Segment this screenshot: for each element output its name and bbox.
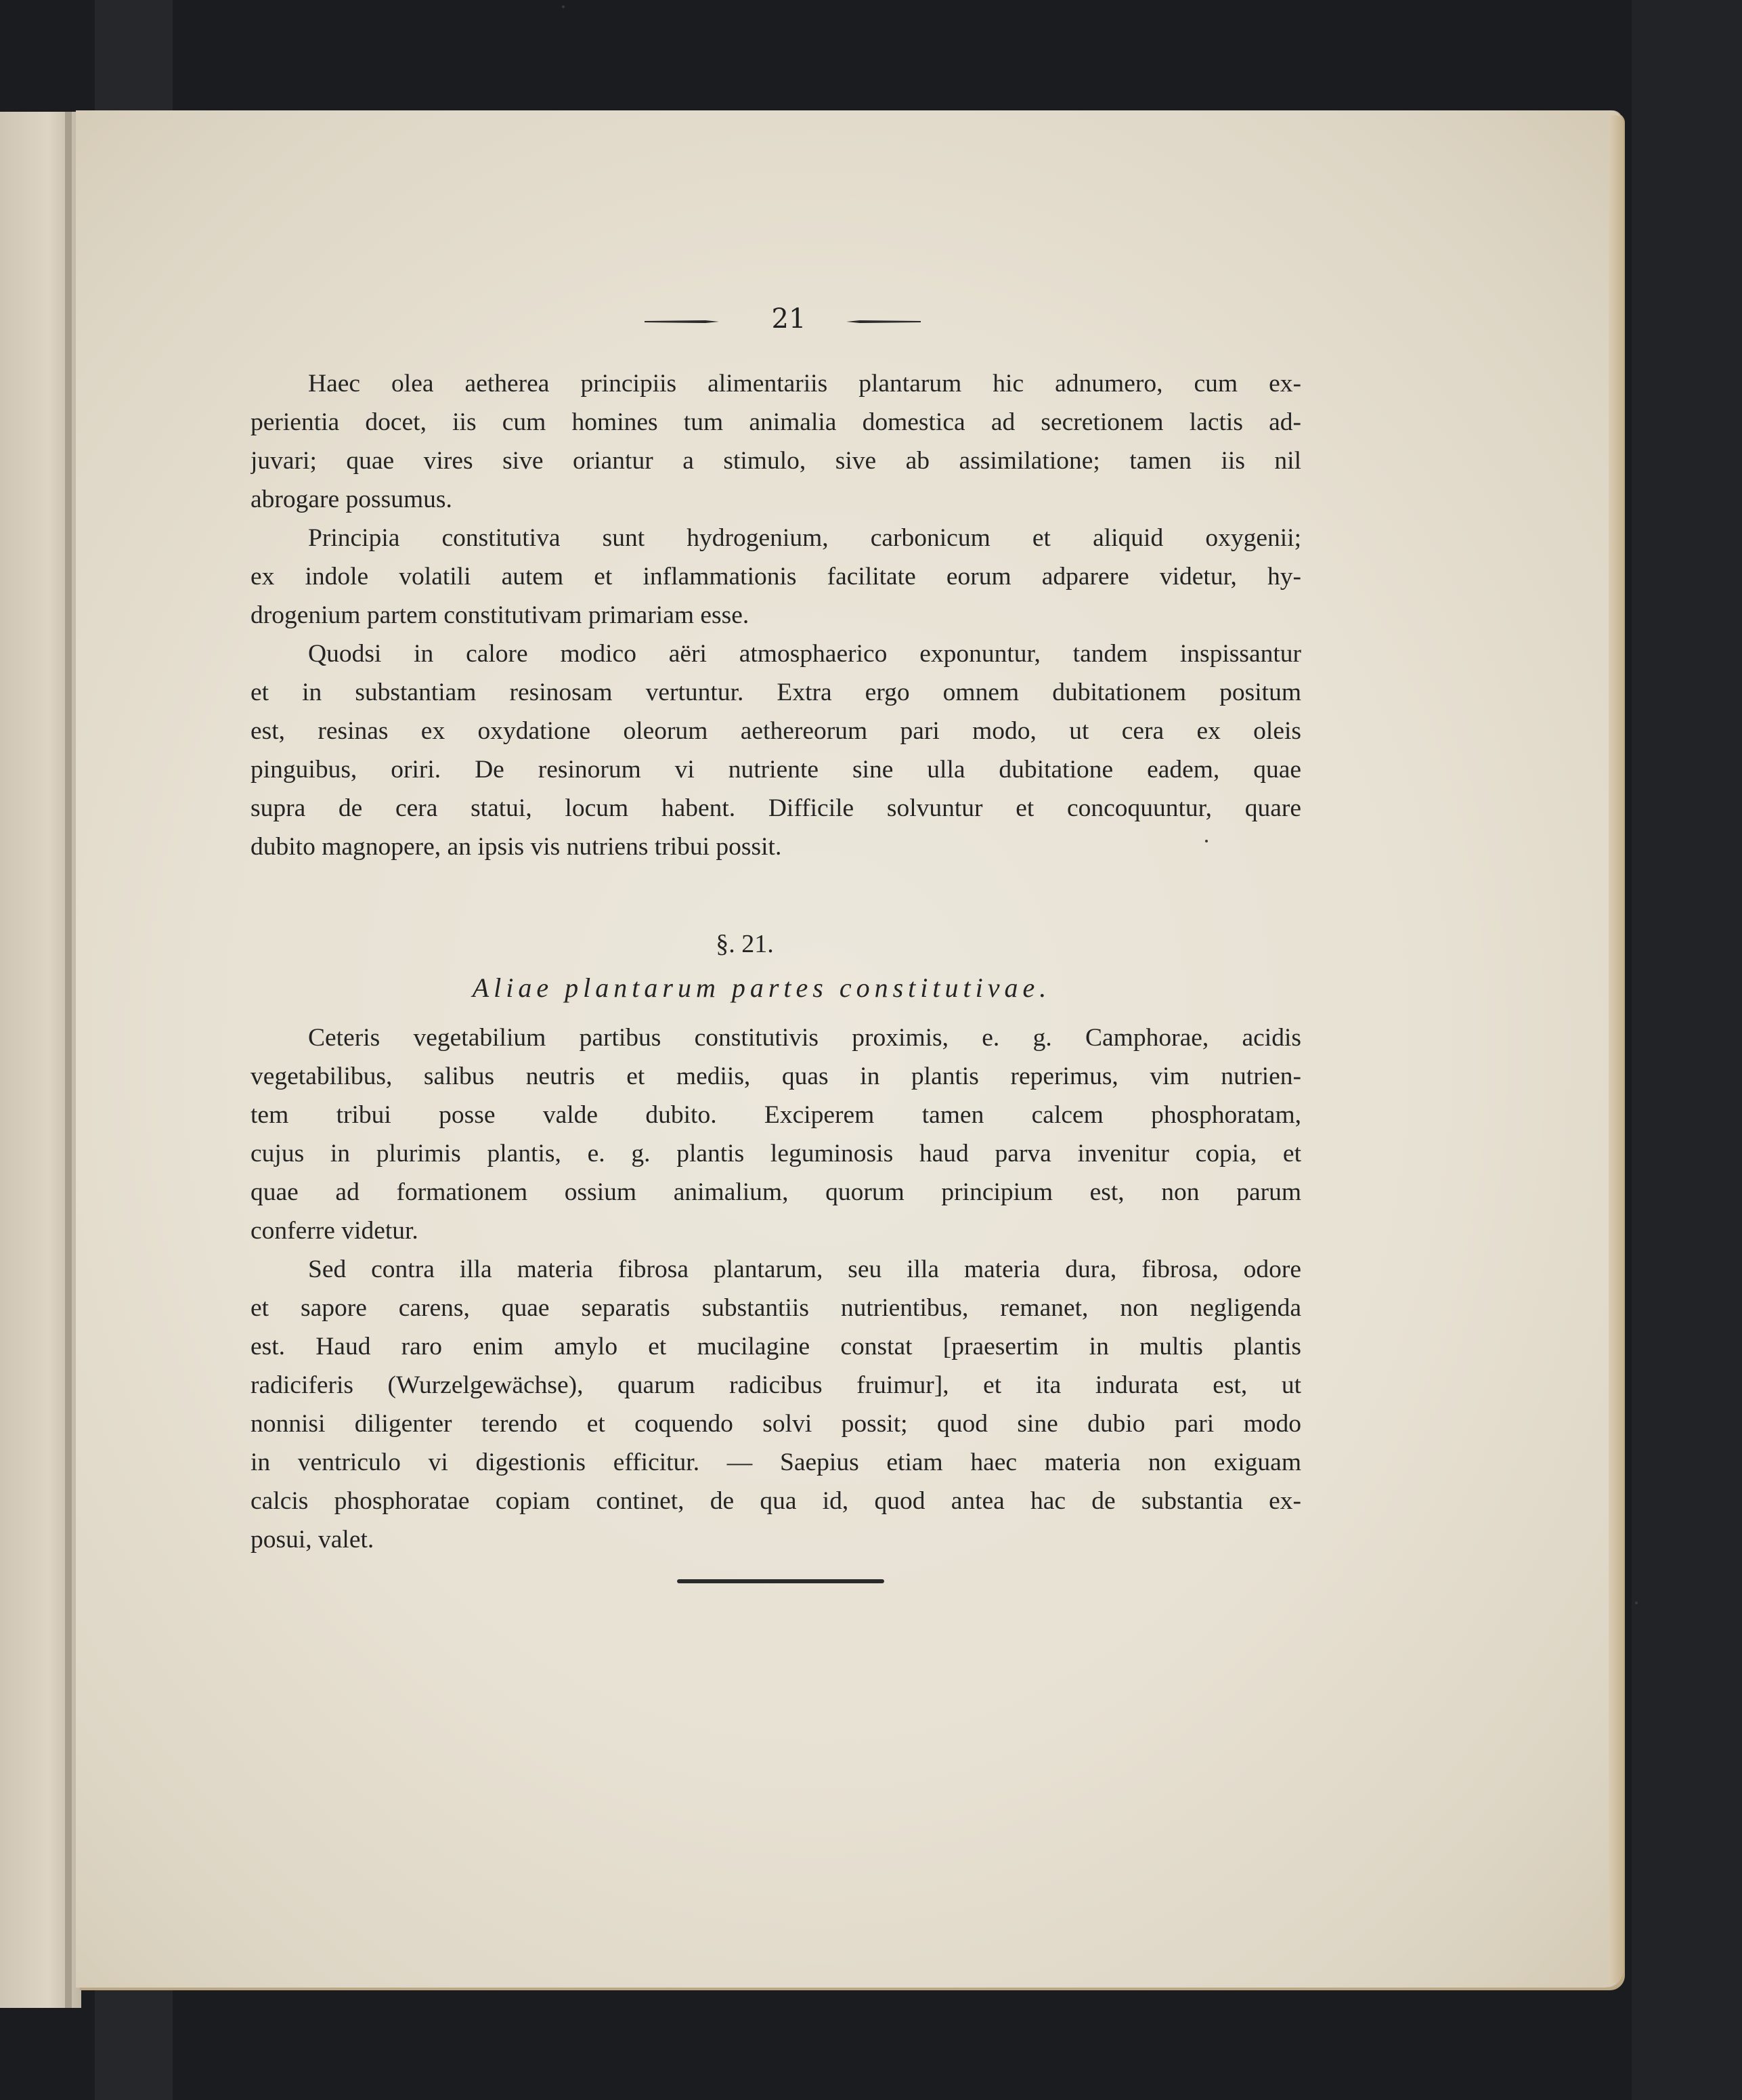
text-line: posui, valet. (251, 1526, 374, 1553)
text-line: cujus in plurimis plantis, e. g. plantis leguminosis haud parva invenitur copia, et (251, 1140, 1301, 1167)
paragraph (251, 1250, 1301, 1559)
paragraph (251, 1019, 1301, 1250)
text-block-bottom (251, 1019, 1301, 1559)
ink-speck (562, 5, 565, 8)
text-line: perientia docet, iis cum homines tum animalia domestica ad secretionem lactis ad- (251, 408, 1301, 436)
text-line: radiciferis (Wurzelgewächse), quarum radicibus fruimur], et ita indurata est, ut (251, 1371, 1301, 1399)
text-line: nonnisi diligenter terendo et coquendo solvi possit; quod sine dubio pari modo (251, 1410, 1301, 1438)
text-line: Ceteris vegetabilium partibus constitutivis proximis, e. g. Camphorae, acidis (308, 1024, 1301, 1052)
text-line: in ventriculo vi digestionis efficitur. — Saepius etiam haec materia non exiguam (251, 1449, 1301, 1476)
text-block-top (251, 364, 1301, 866)
ornament-right (846, 320, 921, 324)
text-line: abrogare possumus. (251, 486, 452, 513)
ink-speck (1205, 840, 1208, 842)
background-strip (1632, 0, 1742, 2100)
ink-speck (1635, 1602, 1638, 1604)
text-line: vegetabilibus, salibus neutris et mediis, quas in plantis reperimus, vim nutrien- (251, 1063, 1301, 1090)
text-line: pinguibus, oriri. De resinorum vi nutriente sine ulla dubitatione eadem, quae (251, 756, 1301, 784)
text-line: ex indole volatili autem et inflammationis facilitate eorum adparere videtur, hy- (251, 563, 1301, 591)
text-line: et sapore carens, quae separatis substantiis nutrientibus, remanet, non negligenda (251, 1294, 1301, 1322)
text-line: est. Haud raro enim amylo et mucilagine constat [praesertim in multis plantis (251, 1333, 1301, 1360)
paragraph (251, 635, 1301, 866)
text-line: conferre videtur. (251, 1217, 418, 1245)
text-line: quae ad formationem ossium animalium, quorum principium est, non parum (251, 1178, 1301, 1206)
text-line: juvari; quae vires sive oriantur a stimulo, sive ab assimilatione; tamen iis nil (251, 447, 1301, 475)
section-title: Aliae plantarum partes constitutivae. (472, 972, 1051, 1003)
text-line: dubito magnopere, an ipsis vis nutriens tribui possit. (251, 833, 782, 861)
text-line: Quodsi in calore modico aëri atmosphaerico exponuntur, tandem inspissantur (308, 640, 1301, 668)
page-number: 21 (771, 303, 806, 335)
page-header (636, 303, 934, 344)
text-line: Principia constitutiva sunt hydrogenium, carbonicum et aliquid oxygenii; (308, 524, 1301, 552)
section-number: §. 21. (716, 930, 774, 958)
ornament-left (645, 320, 719, 324)
text-line: Sed contra illa materia fibrosa plantarum, seu illa materia dura, fibrosa, odore (308, 1256, 1301, 1283)
text-line: drogenium partem constitutivam primariam esse. (251, 601, 749, 629)
text-line: calcis phosphoratae copiam continet, de qua id, quod antea hac de substantia ex- (251, 1487, 1301, 1515)
left-page-shadow (65, 112, 72, 2008)
text-line: est, resinas ex oxydatione oleorum aethereorum pari modo, ut cera ex oleis (251, 717, 1301, 745)
text-line: Haec olea aetherea principiis alimentariis plantarum hic adnumero, cum ex- (308, 370, 1301, 398)
page-right-edge (1609, 115, 1624, 1984)
end-rule (677, 1579, 884, 1583)
paragraph (251, 519, 1301, 635)
text-line: supra de cera statui, locum habent. Difficile solvuntur et concoquuntur, quare (251, 794, 1301, 822)
paragraph (251, 364, 1301, 519)
text-line: et in substantiam resinosam vertuntur. Extra ergo omnem dubitationem positum (251, 679, 1301, 706)
text-line: tem tribui posse valde dubito. Exciperem tamen calcem phosphoratam, (251, 1101, 1301, 1129)
